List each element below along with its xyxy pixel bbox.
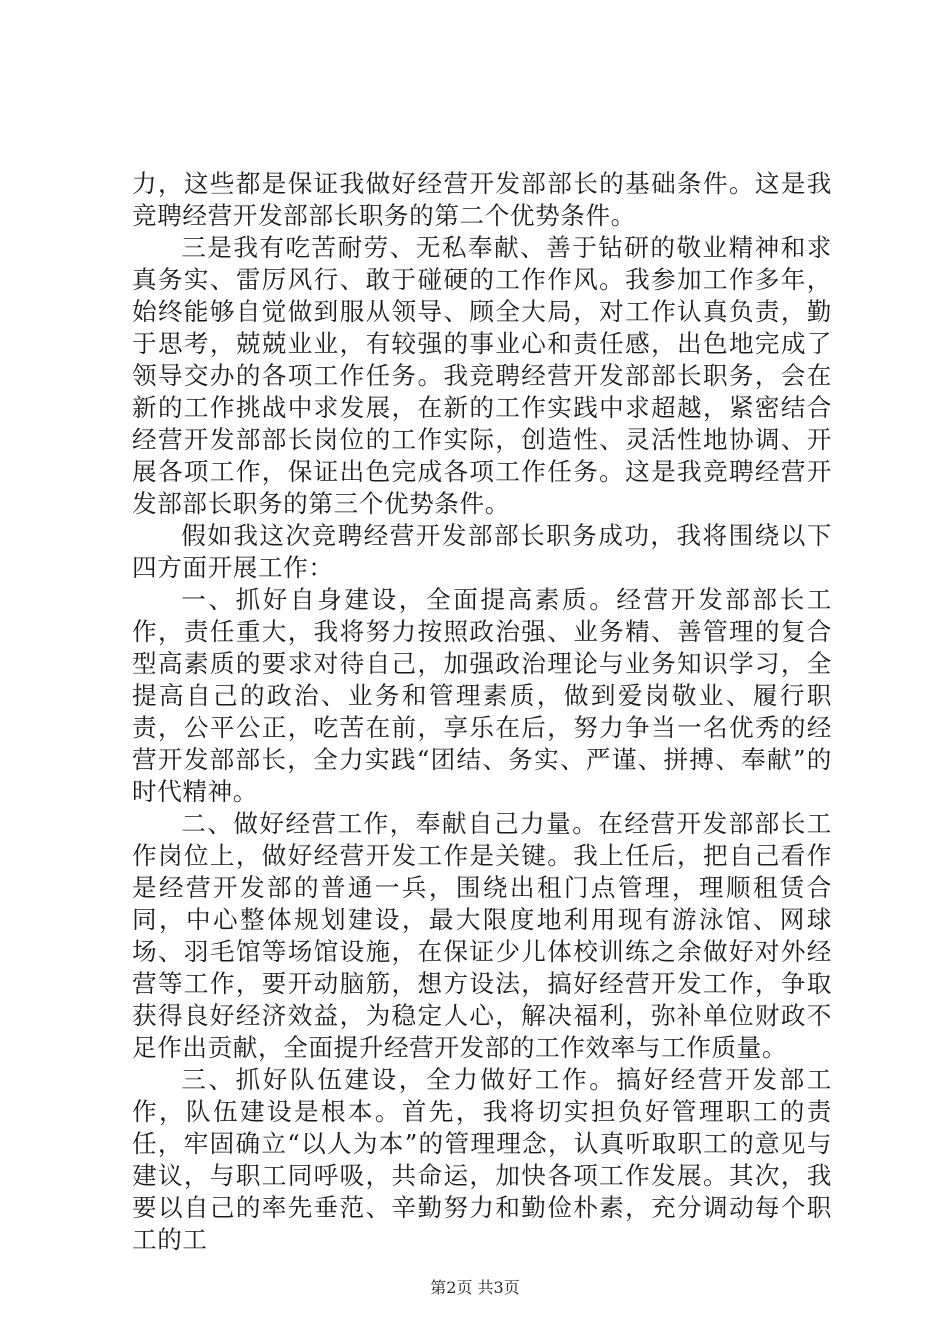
paragraph-work-plan-intro: 假如我这次竞聘经营开发部部长职务成功，我将围绕以下四方面开展工作： <box>132 521 832 582</box>
paragraph-third-advantage: 三是我有吃苦耐劳、无私奉献、善于钻研的敬业精神和求真务实、雷厉风行、敢于碰硬的工作作风。我参加工作多年，始终能够自觉做到服从领导、顾全大局，对工作认真负责，勤于思考，兢兢业业，有较强的事业心和责任感，出色地完成了领导交办的各项工作任务。我竞聘经营开发部部长职务，会在新的工作挑战中求发展，在新的工作实践中求超越，紧密结合经营开发部部长岗位的工作实际，创造性、灵活性地协调、开展各项工作，保证出色完成各项工作任务。这是我竞聘经营开发部部长职务的第三个优势条件。 <box>132 233 832 518</box>
document-body <box>132 168 832 1256</box>
page-footer <box>0 1278 950 1298</box>
paragraph-plan-two: 二、做好经营工作，奉献自己力量。在经营开发部部长工作岗位上，做好经营开发工作是关键。我上任后，把自己看作是经营开发部的普通一兵，围绕出租门点管理，理顺租赁合同，中心整体规划建设，最大限度地利用现有游泳馆、网球场、羽毛馆等场馆设施，在保证少儿体校训练之余做好对外经营等工作，要开动脑筋，想方设法，搞好经营开发工作，争取获得良好经济效益，为稳定人心，解决福利，弥补单位财政不足作出贡献，全面提升经营开发部的工作效率与工作质量。 <box>132 809 832 1062</box>
page-number: 第2页 共3页 <box>430 1278 520 1297</box>
paragraph-plan-three: 三、抓好队伍建设，全力做好工作。搞好经营开发部工作，队伍建设是根本。首先，我将切实担负好管理职工的责任，牢固确立“以人为本”的管理理念，认真听取职工的意见与建议，与职工同呼吸，共命运，加快各项工作发展。其次，我要以自己的率先垂范、辛勤努力和勤俭朴素，充分调动每个职工的工 <box>132 1065 832 1254</box>
paragraph-continuation: 力，这些都是保证我做好经营开发部部长的基础条件。这是我竞聘经营开发部部长职务的第二个优势条件。 <box>132 169 832 230</box>
paragraph-plan-one: 一、抓好自身建设，全面提高素质。经营开发部部长工作，责任重大，我将努力按照政治强、业务精、善管理的复合型高素质的要求对待自己，加强政治理论与业务知识学习，全提高自己的政治、业务和管理素质，做到爱岗敬业、履行职责，公平公正，吃苦在前，享乐在后，努力争当一名优秀的经营开发部部长，全力实践“团结、务实、严谨、拼搏、奉献”的时代精神。 <box>132 585 832 806</box>
